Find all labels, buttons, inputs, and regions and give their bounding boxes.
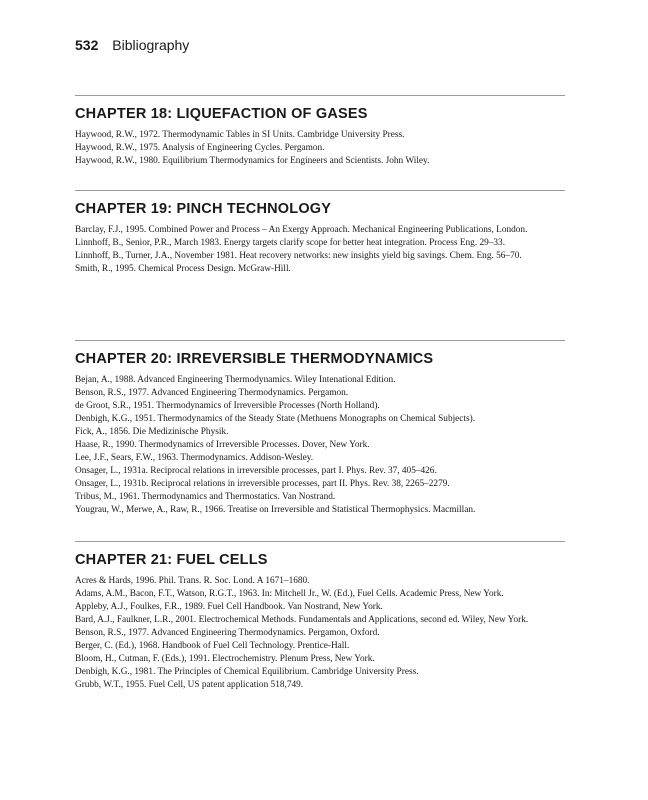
reference-entry: Tribus, M., 1961. Thermodynamics and Thermostatics. Van Nostrand. (75, 492, 336, 502)
chapter-title: CHAPTER 18: LIQUEFACTION OF GASES (75, 106, 368, 122)
reference-entry: Acres & Hards, 1996. Phil. Trans. R. Soc. Lond. A 1671–1680. (75, 576, 310, 586)
reference-entry: Adams, A.M., Bacon, F.T., Watson, R.G.T., 1963. In: Mitchell Jr., W. (Ed.), Fuel Cells. Academic Press, New York. (75, 589, 504, 599)
section-divider (75, 340, 565, 341)
reference-entry: Lee, J.F., Sears, F.W., 1963. Thermodynamics. Addison-Wesley. (75, 453, 314, 463)
section-divider (75, 190, 565, 191)
reference-entry: Linnhoff, B., Turner, J.A., November 1981. Heat recovery networks: new insights yield big savings. Chem. Eng. 56–70. (75, 251, 522, 261)
reference-entry: Bejan, A., 1988. Advanced Engineering Thermodynamics. Wiley Intenational Edition. (75, 375, 396, 385)
page-header (75, 36, 189, 54)
reference-entry: Haywood, R.W., 1972. Thermodynamic Tables in SI Units. Cambridge University Press. (75, 130, 405, 140)
chapter-section (75, 190, 565, 276)
reference-list (75, 224, 565, 276)
chapter-title: CHAPTER 21: FUEL CELLS (75, 552, 268, 568)
reference-entry: Linnhoff, B., Senior, P.R., March 1983. Energy targets clarify scope for better heat integration. Process Eng. 29–33. (75, 238, 506, 248)
reference-entry: Onsager, L., 1931b. Reciprocal relations in irreversible processes, part II. Phys. Rev. 38, 2265–2279. (75, 479, 450, 489)
chapter-section (75, 541, 565, 692)
chapter-title: CHAPTER 19: PINCH TECHNOLOGY (75, 201, 332, 217)
reference-entry: Barclay, F.J., 1995. Combined Power and Process – An Exergy Approach. Mechanical Engineering Publications, London. (75, 225, 528, 235)
running-title: Bibliography (112, 37, 190, 53)
reference-entry: Haase, R., 1990. Thermodynamics of Irreversible Processes. Dover, New York. (75, 440, 370, 450)
reference-list (75, 575, 565, 692)
reference-entry: Fick, A., 1856. Die Medizinische Physik. (75, 427, 229, 437)
chapter-section (75, 340, 565, 517)
reference-entry: Denbigh, K.G., 1951. Thermodynamics of the Steady State (Methuens Monographs on Chemical Subjects). (75, 414, 476, 424)
section-divider (75, 541, 565, 542)
reference-entry: de Groot, S.R., 1951. Thermodynamics of Irreversible Processes (North Holland). (75, 401, 380, 411)
reference-entry: Yougrau, W., Merwe, A., Raw, R., 1966. Treatise on Irreversible and Statistical Thermophysics. Macmillan. (75, 505, 476, 515)
reference-entry: Benson, R.S., 1977. Advanced Engineering Thermodynamics. Pergamon. (75, 388, 349, 398)
chapter-section (75, 95, 565, 168)
section-divider (75, 95, 565, 96)
reference-entry: Grubb, W.T., 1955. Fuel Cell, US patent application 518,749. (75, 680, 304, 690)
reference-entry: Smith, R., 1995. Chemical Process Design. McGraw-Hill. (75, 264, 291, 274)
reference-entry: Bloom, H., Cutman, F. (Eds.), 1991. Electrochemistry. Plenum Press, New York. (75, 654, 375, 664)
reference-list (75, 374, 565, 517)
reference-entry: Bard, A.J., Faulkner, L.R., 2001. Electrochemical Methods. Fundamentals and Applications, second ed. Wiley, New York. (75, 615, 529, 625)
chapter-title: CHAPTER 20: IRREVERSIBLE THERMODYNAMICS (75, 351, 434, 367)
reference-entry: Onsager, L., 1931a. Reciprocal relations in irreversible processes, part I. Phys. Rev. 37, 405–426. (75, 466, 437, 476)
page-number: 532 (75, 37, 99, 53)
reference-entry: Berger, C. (Ed.), 1968. Handbook of Fuel Cell Technology. Prentice-Hall. (75, 641, 350, 651)
reference-list (75, 129, 565, 168)
reference-entry: Appleby, A.J., Foulkes, F.R., 1989. Fuel Cell Handbook. Van Nostrand, New York. (75, 602, 383, 612)
reference-entry: Benson, R.S., 1977. Advanced Engineering Thermodynamics. Pergamon, Oxford. (75, 628, 380, 638)
reference-entry: Denbigh, K.G., 1981. The Principles of Chemical Equilibrium. Cambridge University Press. (75, 667, 419, 677)
reference-entry: Haywood, R.W., 1975. Analysis of Engineering Cycles. Pergamon. (75, 143, 325, 153)
reference-entry: Haywood, R.W., 1980. Equilibrium Thermodynamics for Engineers and Scientists. John Wiley. (75, 156, 430, 166)
